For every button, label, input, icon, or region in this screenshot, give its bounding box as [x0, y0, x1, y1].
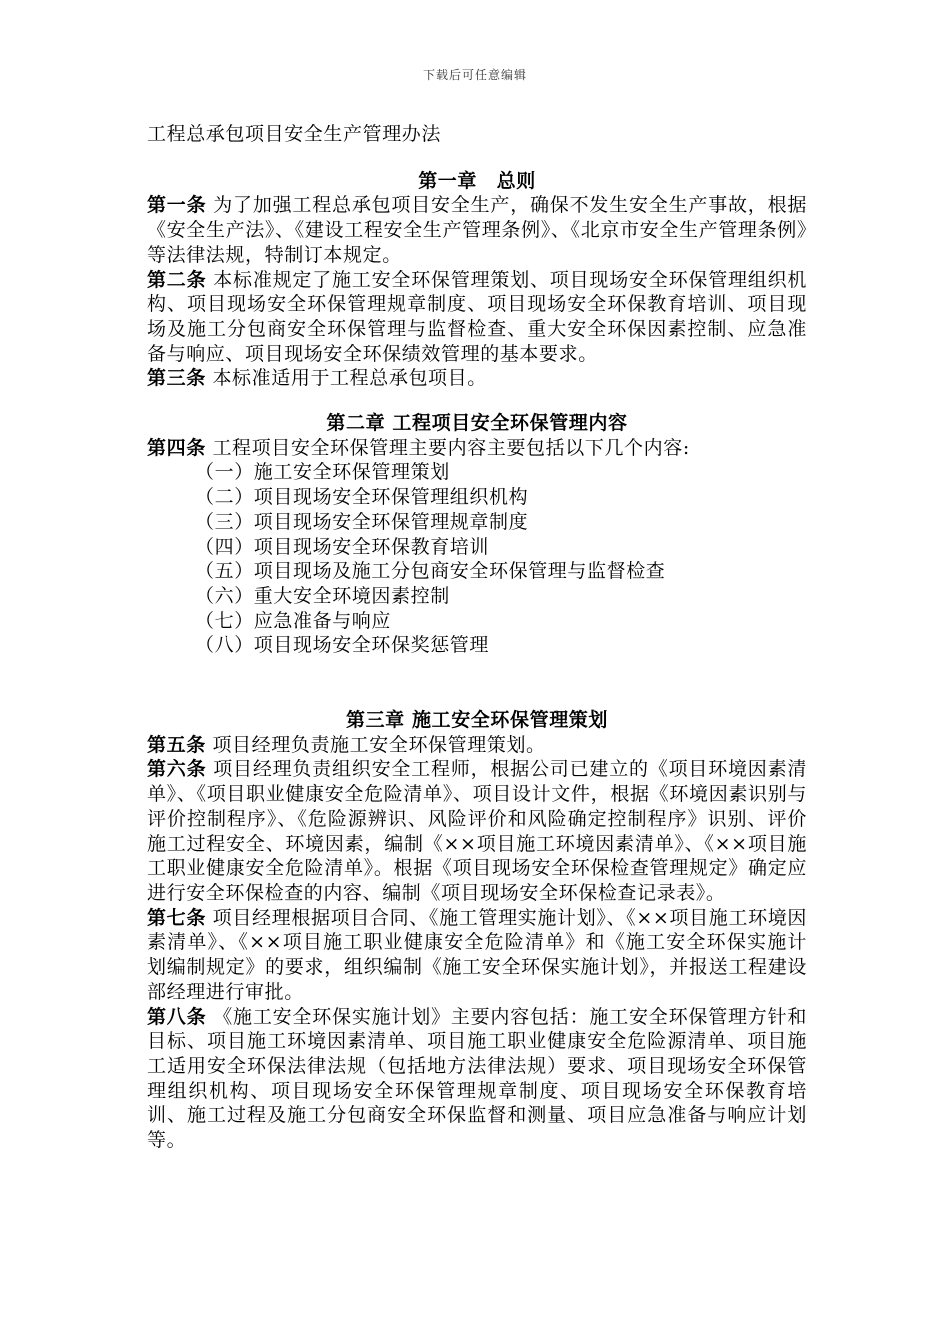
article-label: 第八条 [147, 1005, 207, 1028]
list-item: （四）项目现场安全环保教育培训 [195, 535, 490, 558]
article-text: 项目经理负责施工安全环保管理策划。 [205, 733, 546, 756]
article-2 [147, 268, 807, 367]
chapter-1-title: 第一章 总则 [418, 169, 536, 192]
article-label: 第四条 [147, 436, 206, 459]
article-label: 第六条 [147, 758, 207, 781]
article-5 [147, 733, 807, 758]
list-item: （五）项目现场及施工分包商安全环保管理与监督检查 [195, 560, 666, 583]
list-item: （七）应急准备与响应 [195, 609, 392, 632]
article-text: 《施工安全环保实施计划》主要内容包括：施工安全环保管理方针和目标、项目施工环境因素清单、项目施工职业健康安全危险源清单、项目施工适用安全环保法律法规（包括地方法律法规）要求、项目现场安全环保管理组织机构、项目现场安全环保管理规章制度、项目现场安全环保教育培训、施工过程及施工分包商安全环保监督和测量、项目应急准备与响应计划等。 [147, 1005, 807, 1152]
article-text: 为了加强工程总承包项目安全生产，确保不发生安全生产事故，根据《安全生产法》、《建设工程安全生产管理条例》、《北京市安全生产管理条例》等法律法规，特制订本规定。 [147, 194, 807, 266]
article-label: 第五条 [147, 733, 206, 756]
article-8 [147, 1005, 807, 1153]
article-text: 项目经理负责组织安全工程师，根据公司已建立的《项目环境因素清单》、《项目职业健康安全危险清单》、项目设计文件，根据《环境因素识别与评价控制程序》、《危险源辨识、风险评价和风险确定控制程序》识别、评价施工过程安全、环境因素，编制《××项目施工环境因素清单》、《××项目施工职业健康安全危险清单》。根据《项目现场安全环保检查管理规定》确定应进行安全环保检查的内容、编制《项目现场安全环保检查记录表》。 [147, 758, 807, 904]
list-item: （一）施工安全环保管理策划 [195, 461, 450, 484]
document-title: 工程总承包项目安全生产管理办法 [147, 123, 442, 145]
list-item: （二）项目现场安全环保管理组织机构 [195, 486, 529, 509]
article-label: 第二条 [147, 268, 207, 291]
article-4 [147, 436, 807, 461]
document-body [147, 122, 807, 1153]
page-header: 下载后可任意编辑 [422, 68, 527, 82]
content-list [147, 460, 807, 658]
article-1 [147, 193, 807, 267]
article-text: 工程项目安全环保管理主要内容主要包括以下几个内容: [205, 436, 690, 459]
list-item: （三）项目现场安全环保管理规章制度 [195, 510, 529, 533]
list-item: （六）重大安全环境因素控制 [195, 584, 450, 607]
article-text: 本标准规定了施工安全环保管理策划、项目现场安全环保管理组织机构、项目现场安全环保管理规章制度、项目现场安全环保教育培训、项目现场及施工分包商安全环保管理与监督检查、重大安全环保因素控制、应急准备与响应、项目现场安全环保绩效管理的基本要求。 [147, 268, 807, 365]
article-label: 第一条 [147, 194, 207, 217]
chapter-3-title: 第三章 施工安全环保管理策划 [345, 709, 608, 732]
article-7 [147, 906, 807, 1005]
chapter-2-title: 第二章 工程项目安全环保管理内容 [326, 412, 628, 435]
article-6 [147, 757, 807, 905]
article-text: 本标准适用于工程总承包项目。 [205, 367, 487, 390]
article-label: 第七条 [147, 906, 206, 929]
article-3 [147, 366, 807, 391]
article-label: 第三条 [147, 367, 206, 390]
article-text: 项目经理根据项目合同、《施工管理实施计划》、《××项目施工环境因素清单》、《××项目施工职业健康安全危险清单》和《施工安全环保实施计划编制规定》的要求，组织编制《施工安全环保实施计划》，并报送工程建设部经理进行审批。 [147, 906, 807, 1003]
list-item: （八）项目现场安全环保奖惩管理 [195, 634, 490, 657]
